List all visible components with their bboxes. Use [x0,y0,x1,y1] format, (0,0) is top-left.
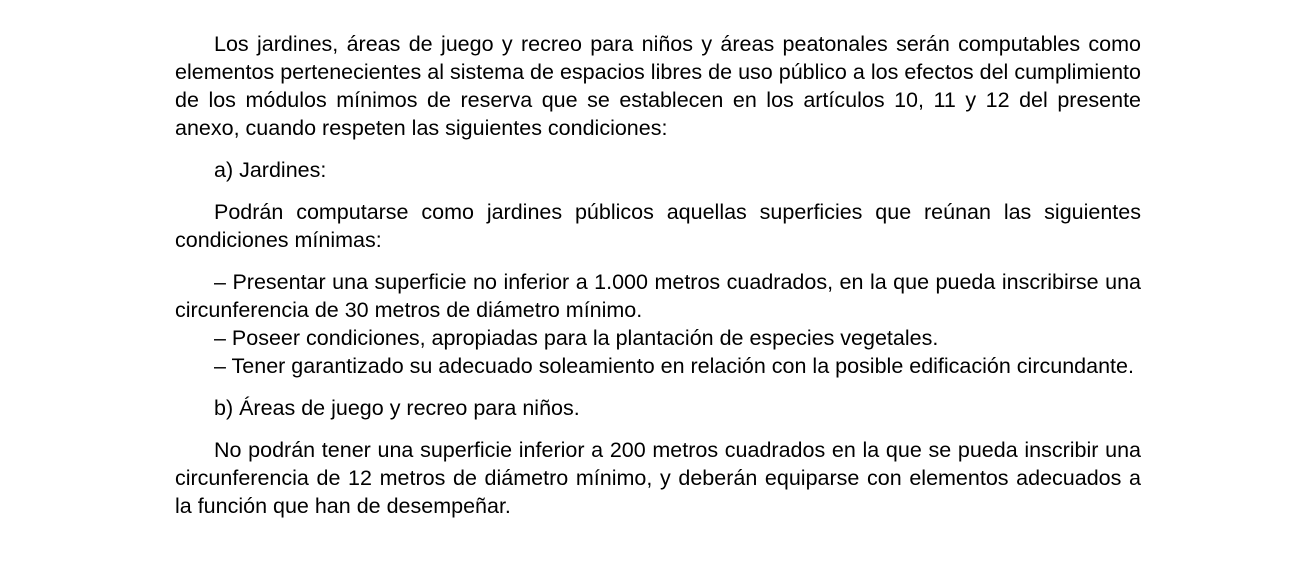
section-heading-areas-juego: b) Áreas de juego y recreo para niños. [214,396,580,420]
document-body [175,30,1141,520]
condition-item: – Presentar una superficie no inferior a 1.000 metros cuadrados, en la que pueda inscribirse una circunferencia de 30 metros de diámetro mínimo. [175,270,1141,322]
intro-paragraph: Los jardines, áreas de juego y recreo para niños y áreas peatonales serán computables como elementos pertenecientes al sistema de espacios libres de uso público a los efectos del cumplimiento de los módulos mínimos de reserva que se establecen en los artículos 10, 11 y 12 del presente anexo, cuando respeten las siguientes condiciones: [175,32,1141,140]
areas-juego-paragraph: No podrán tener una superficie inferior a 200 metros cuadrados en la que se pueda inscribir una circunferencia de 12 metros de diámetro mínimo, y deberán equiparse con elementos adecuados a la función que han de desempeñar. [175,438,1141,518]
condition-item: – Poseer condiciones, apropiadas para la plantación de especies vegetales. [214,326,939,350]
jardines-paragraph: Podrán computarse como jardines públicos aquellas superficies que reúnan las siguientes condiciones mínimas: [175,200,1141,252]
section-heading-jardines: a) Jardines: [214,158,327,182]
condition-item: – Tener garantizado su adecuado soleamiento en relación con la posible edificación circundante. [214,354,1134,378]
